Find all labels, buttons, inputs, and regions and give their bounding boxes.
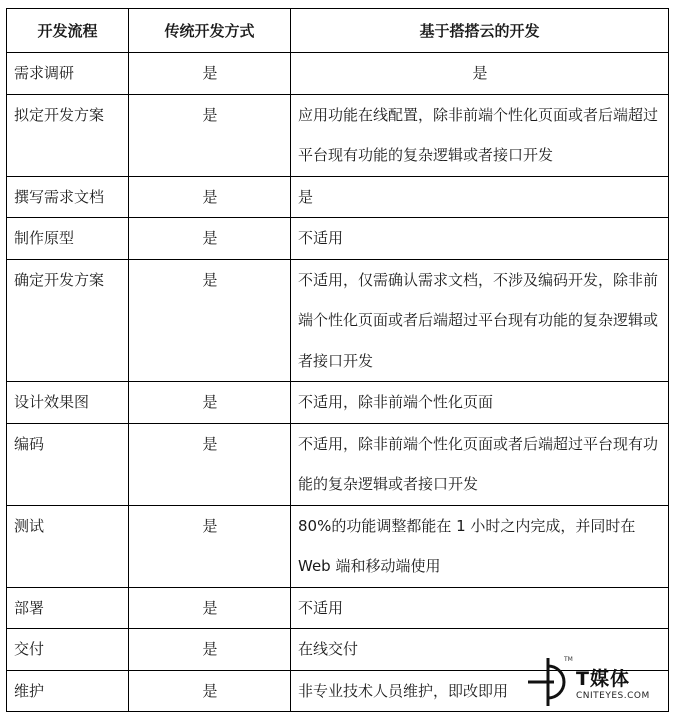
table-row <box>7 382 669 424</box>
watermark-trademark: TM <box>564 656 573 663</box>
comparison-table <box>6 8 669 712</box>
cell-stage: 测试 <box>7 505 129 587</box>
header-stage: 开发流程 <box>7 9 129 53</box>
cell-stage: 确定开发方案 <box>7 259 129 382</box>
watermark-subtitle: CNITEYES.COM <box>576 691 650 701</box>
cell-stage: 制作原型 <box>7 218 129 260</box>
cell-dadayun: 80%的功能调整都能在 1 小时之内完成，并同时在Web 端和移动端使用 <box>291 505 669 587</box>
table-row <box>7 423 669 505</box>
cell-stage: 维护 <box>7 670 129 712</box>
cell-traditional: 是 <box>129 218 291 260</box>
t-media-logo-icon <box>526 656 572 708</box>
cell-dadayun: 不适用，除非前端个性化页面或者后端超过平台现有功能的复杂逻辑或者接口开发 <box>291 423 669 505</box>
header-dadayun: 基于搭搭云的开发 <box>291 9 669 53</box>
table-row <box>7 505 669 587</box>
cell-dadayun: 在线交付 <box>291 629 669 671</box>
cell-dadayun: 应用功能在线配置，除非前端个性化页面或者后端超过平台现有功能的复杂逻辑或者接口开发 <box>291 94 669 176</box>
cell-dadayun: 是 <box>291 53 669 95</box>
cell-traditional: 是 <box>129 176 291 218</box>
watermark-title: T媒体 <box>576 668 630 690</box>
cell-dadayun: 不适用，除非前端个性化页面 <box>291 382 669 424</box>
cell-stage: 编码 <box>7 423 129 505</box>
cell-traditional: 是 <box>129 505 291 587</box>
table-row <box>7 218 669 260</box>
cell-traditional: 是 <box>129 423 291 505</box>
cell-traditional: 是 <box>129 670 291 712</box>
cell-dadayun: 不适用，仅需确认需求文档，不涉及编码开发，除非前端个性化页面或者后端超过平台现有功能的复杂逻辑或者接口开发 <box>291 259 669 382</box>
watermark <box>526 656 671 708</box>
cell-stage: 部署 <box>7 587 129 629</box>
table-row <box>7 94 669 176</box>
header-traditional: 传统开发方式 <box>129 9 291 53</box>
cell-traditional: 是 <box>129 259 291 382</box>
cell-traditional: 是 <box>129 94 291 176</box>
cell-dadayun: 非专业技术人员维护，即改即用 <box>291 670 669 712</box>
cell-stage: 需求调研 <box>7 53 129 95</box>
table-row <box>7 259 669 382</box>
cell-stage: 撰写需求文档 <box>7 176 129 218</box>
cell-dadayun: 不适用 <box>291 587 669 629</box>
cell-stage: 设计效果图 <box>7 382 129 424</box>
cell-traditional: 是 <box>129 382 291 424</box>
table-row <box>7 53 669 95</box>
cell-stage: 拟定开发方案 <box>7 94 129 176</box>
table-row <box>7 587 669 629</box>
cell-traditional: 是 <box>129 53 291 95</box>
table-header-row <box>7 9 669 53</box>
cell-dadayun: 不适用 <box>291 218 669 260</box>
cell-traditional: 是 <box>129 587 291 629</box>
cell-traditional: 是 <box>129 629 291 671</box>
table-row <box>7 176 669 218</box>
cell-dadayun: 是 <box>291 176 669 218</box>
cell-stage: 交付 <box>7 629 129 671</box>
